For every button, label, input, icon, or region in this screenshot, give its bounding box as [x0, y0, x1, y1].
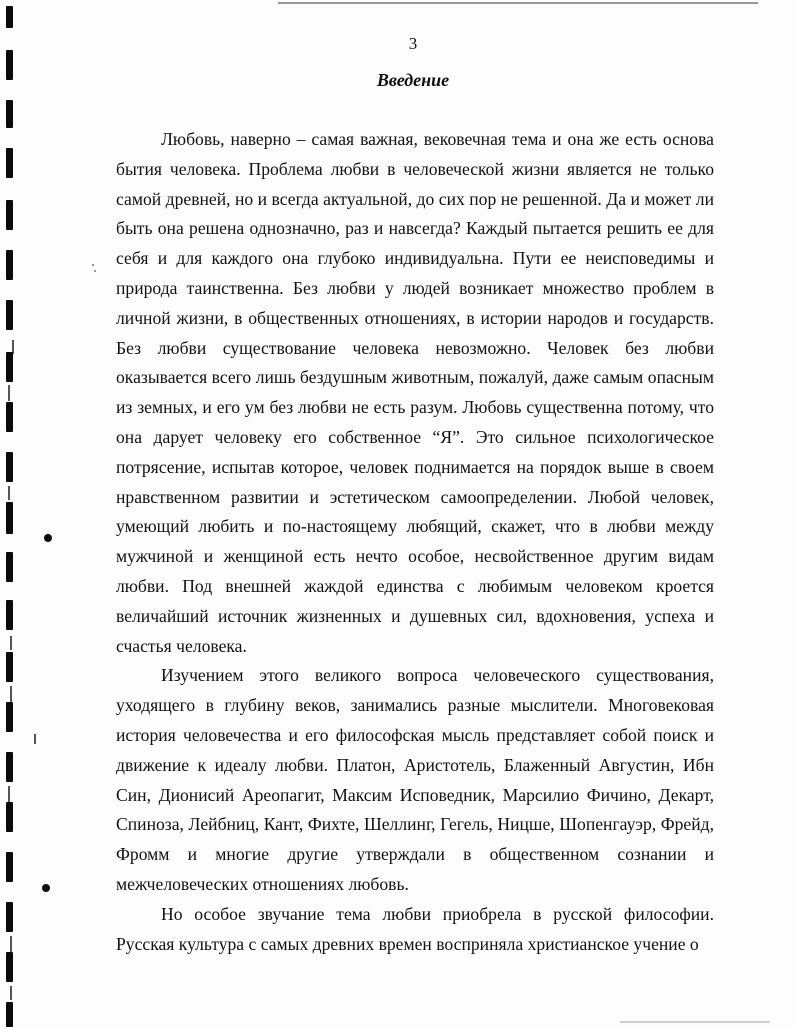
- binding-mark: [6, 852, 13, 882]
- binding-tick: [8, 385, 10, 401]
- binding-mark: [6, 200, 13, 230]
- binding-strip: [0, 0, 50, 1027]
- binding-mark: [6, 702, 13, 732]
- binding-tick: [10, 636, 12, 650]
- scan-speck: [92, 264, 94, 266]
- paragraph: Но особое звучание тема любви приобрела в русской философии. Русская культура с самых древних времен восприняла христианское учение о: [116, 903, 714, 954]
- binding-mark: [6, 100, 13, 128]
- binding-mark: [6, 148, 13, 178]
- binding-mark: [6, 600, 13, 630]
- binding-mark: [6, 402, 13, 432]
- binding-tick: [10, 936, 12, 952]
- top-scan-edge: [278, 2, 758, 4]
- scan-speck: [94, 270, 96, 272]
- binding-hole: [42, 884, 50, 892]
- binding-tick: [10, 986, 12, 1000]
- binding-mark: [6, 902, 13, 932]
- binding-mark: [6, 952, 13, 982]
- binding-mark: [6, 6, 13, 28]
- binding-tick: [8, 486, 10, 500]
- binding-mark: [6, 752, 13, 782]
- binding-mark: [6, 802, 13, 832]
- binding-mark: [6, 352, 13, 382]
- binding-mark: [6, 552, 13, 582]
- binding-mark: [6, 300, 13, 330]
- binding-mark: [6, 452, 13, 482]
- section-heading: Введение: [376, 70, 450, 90]
- binding-mark: [6, 250, 13, 280]
- binding-hole: [44, 534, 52, 542]
- scan-smudge: [620, 1021, 770, 1023]
- binding-tick: [10, 686, 12, 702]
- paragraph: Изучением этого великого вопроса человеческого существования, уходящего в глубину веков, занимались разные мыслители. Многовековая история человечества и его философская мысль представляет собой поиск и движение к идеалу любви. Платон, Аристотель, Блаженный Августин, Ибн Син, Дионисий Ареопагит, Максим Исповедник, Марсилио Фичино, Декарт, Спиноза, Лейбниц, Кант, Фихте, Шеллинг, Гегель, Ницше, Шопенгауэр, Фрейд, Фромм и многие другие утверждали в общественном сознании и межчеловеческих отношениях любовь.: [116, 665, 714, 894]
- binding-mark: [6, 652, 13, 682]
- paragraph: Любовь, наверно – самая важная, вековечная тема и она же есть основа бытия человека. Проблема любви в человеческой жизни является не только самой древней, но и всегда актуальной, до сих пор не решенной. Да и может ли быть она решена однозначно, раз и навсегда? Каждый пытается решить ее для себя и для каждого она глубоко индивидуальна. Пути ее неисповедимы и природа таинственна. Без любви у людей возникает множество проблем в личной жизни, в общественных отношениях, в истории народов и государств. Без любви существование человека невозможно. Человек без любви оказывается всего лишь бездушным животным, пожалуй, даже самым опасным из земных, и его ум без любви не есть разум. Любовь существенна потому, что она дарует человеку его собственное “Я”. Это сильное психологическое потрясение, испытав которое, человек поднимается на порядок выше в своем нравственном развитии и эстетическом самоопределении. Любой человек, умеющий любить и по-настоящему любящий, скажет, что в любви между мужчиной и женщиной есть нечто особое, несвойственное другим видам любви. Под внешней жаждой единства с любимым человеком кроется величайший источник жизненных и душевных сил, вдохновения, успеха и счастья человека.: [116, 129, 714, 656]
- body-text: [116, 125, 714, 959]
- binding-tick: [8, 786, 10, 802]
- page-number: 3: [408, 34, 418, 53]
- binding-tick: [34, 734, 36, 744]
- binding-mark: [6, 502, 13, 534]
- binding-mark: [6, 1002, 13, 1027]
